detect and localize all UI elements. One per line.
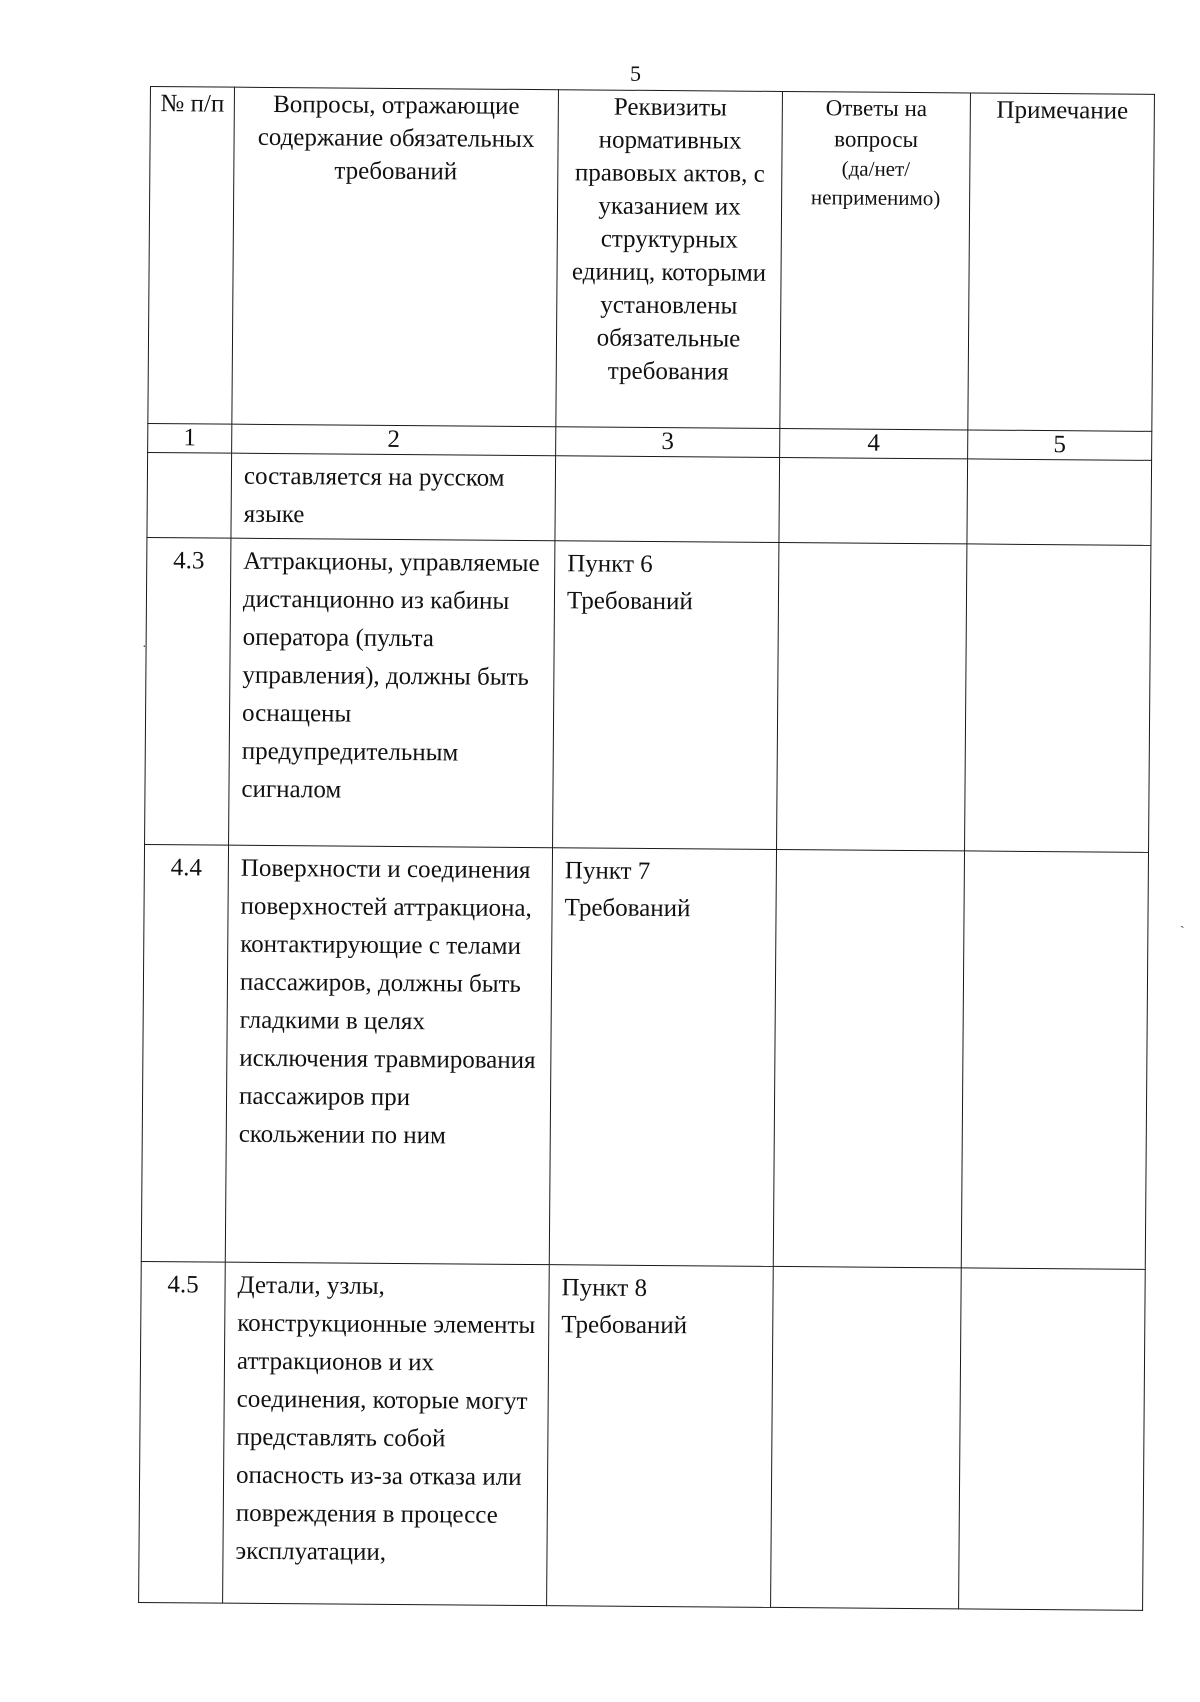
- header-answers: [780, 91, 971, 429]
- row-note[interactable]: [965, 544, 1151, 852]
- row-number: 4.5: [139, 1261, 226, 1603]
- column-number: 4: [780, 428, 968, 458]
- checklist-table: [138, 86, 1155, 1611]
- table-row: [147, 452, 1152, 545]
- header-number: № п/п: [148, 87, 235, 425]
- row-reference: Пункт 6 Требований: [553, 541, 779, 850]
- row-number: 4.4: [141, 844, 228, 1262]
- row-question: Детали, узлы, конструкционные элементы аттракционов и их соединения, которые могут представлять собой опасность из-за отказа или повреждения в процессе эксплуатации,: [223, 1262, 550, 1606]
- row-answer[interactable]: [777, 542, 967, 850]
- row-note[interactable]: [959, 1268, 1146, 1610]
- column-number: 5: [968, 430, 1152, 460]
- header-references: Реквизиты нормативных правовых актов, с указанием их структурных единиц, которыми установлены обязательные требования: [556, 90, 783, 429]
- row-question: Аттракционы, управляемые дистанционно из кабины оператора (пульта управления), должны быть оснащены предупредительным сигналом: [229, 538, 555, 848]
- row-number: [147, 452, 232, 538]
- row-question: составляется на русском языке: [231, 453, 556, 541]
- row-answer[interactable]: [779, 457, 968, 543]
- row-answer[interactable]: [771, 1266, 962, 1608]
- column-number: 2: [232, 424, 556, 456]
- table-row: [145, 537, 1151, 852]
- table-row: [141, 844, 1148, 1269]
- column-number: 3: [556, 427, 780, 458]
- row-number: 4.3: [145, 537, 231, 845]
- table-row: [139, 1261, 1146, 1610]
- row-reference: [555, 456, 780, 543]
- table-header-row: [148, 87, 1155, 432]
- row-reference: Пункт 7 Требований: [549, 848, 776, 1267]
- header-questions: Вопросы, отражающие содержание обязательных требований: [232, 87, 559, 427]
- row-reference: Пункт 8 Требований: [547, 1265, 774, 1608]
- row-answer[interactable]: [773, 849, 964, 1267]
- scan-speck: ˏ: [1180, 914, 1185, 929]
- header-answers-label: Ответы на вопросы: [825, 95, 928, 153]
- header-answers-options: (да/нет/ неприменимо): [810, 156, 941, 211]
- column-number: 1: [148, 423, 232, 453]
- header-note: Примечание: [968, 93, 1155, 431]
- row-note[interactable]: [967, 459, 1152, 545]
- row-note[interactable]: [961, 851, 1148, 1269]
- scan-speck: ·: [142, 640, 147, 655]
- page-number: 5: [630, 61, 641, 86]
- row-question: Поверхности и соединения поверхностей аттракциона, контактирующие с телами пассажиров, должны быть гладкими в целях исключения травмирования пассажиров при скольжении по ним: [225, 845, 552, 1265]
